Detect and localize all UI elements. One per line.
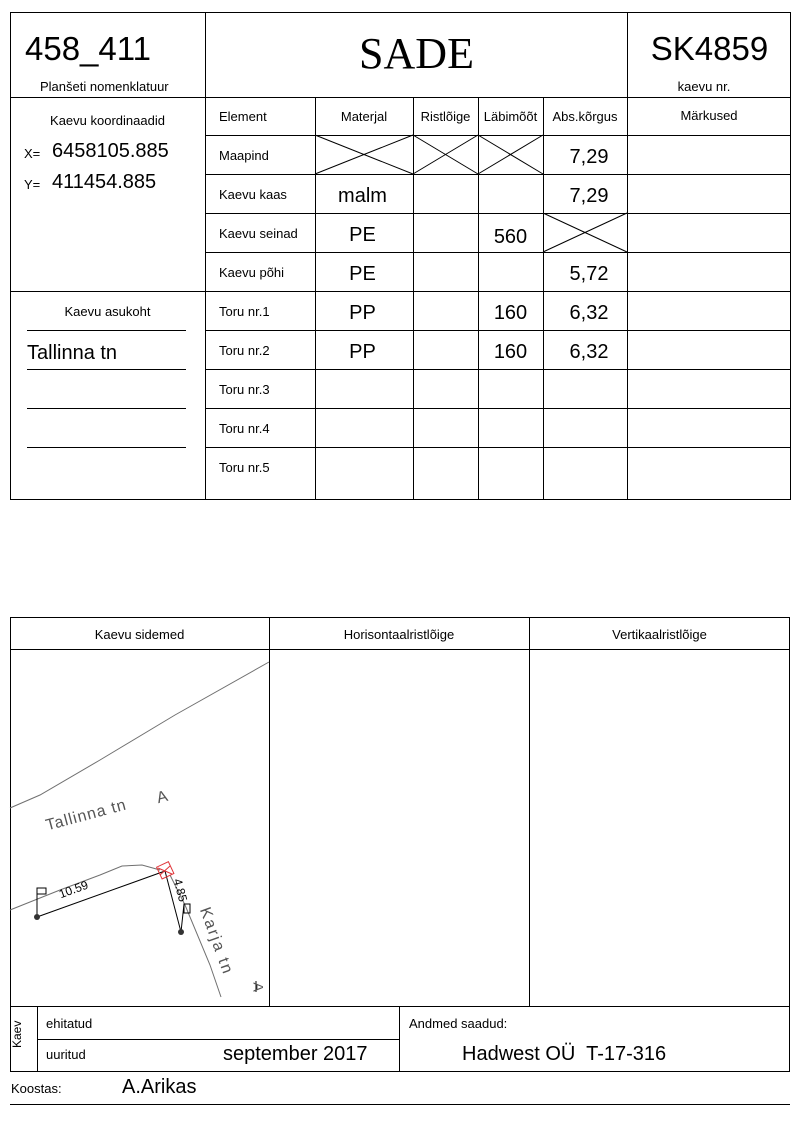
row-element: Kaevu kaas [219, 187, 287, 202]
map-street-tallinna-mark: A [154, 787, 170, 808]
row-material: PP [349, 302, 376, 324]
author-name: A.Arikas [122, 1076, 197, 1098]
row-abs-height: 6,32 [569, 341, 609, 363]
row-diameter: 160 [493, 302, 528, 324]
data-source-label: Andmed saadud: [409, 1016, 508, 1031]
author-label: Koostas: [11, 1081, 62, 1096]
row-material: malm [338, 185, 387, 207]
divider [37, 1039, 399, 1040]
coordinates-label: Kaevu koordinaadid [50, 113, 165, 128]
well-number: SK4859 [650, 30, 769, 67]
row-element: Kaevu põhi [219, 265, 285, 280]
map-distance-2: 4.85 [170, 877, 191, 904]
row-element: Toru nr.1 [219, 304, 270, 319]
row-abs-height: 7,29 [569, 185, 609, 207]
map-street-karja: Karja tn [196, 905, 237, 978]
row-material: PE [349, 263, 376, 285]
plansheet-number: 458_411 [25, 30, 152, 67]
row-material: PE [349, 224, 376, 246]
surveyed-date: september 2017 [223, 1043, 368, 1065]
map-street-tallinna: Tallinna tn [44, 796, 129, 835]
col-vertical-title: Vertikaalristlõige [612, 627, 707, 642]
divider [10, 1071, 790, 1072]
row-abs-height: 5,72 [569, 263, 609, 285]
surveyed-label: uuritud [46, 1047, 86, 1062]
col-horizontal-title: Horisontaalristlõige [343, 627, 455, 642]
x-value: 6458105.885 [52, 140, 169, 162]
location-label: Kaevu asukoht [64, 304, 151, 319]
x-label: X= [24, 146, 41, 161]
divider [10, 1104, 790, 1105]
map-distance-1: 10.59 [57, 877, 91, 902]
row-element: Toru nr.5 [219, 460, 270, 475]
header-diameter: Läbimõõt [483, 109, 538, 124]
divider [399, 1006, 400, 1072]
header-element: Element [219, 109, 267, 124]
row-element: Toru nr.4 [219, 421, 270, 436]
row-element: Toru nr.3 [219, 382, 270, 397]
y-label: Y= [24, 177, 41, 192]
row-abs-height: 6,32 [569, 302, 609, 324]
page-title: SADE [359, 29, 474, 78]
map-street-karja-mark: A [250, 982, 267, 992]
side-label: Kaev [10, 1020, 24, 1048]
header-abs-height: Abs.kõrgus [552, 109, 618, 124]
row-diameter: 560 [493, 226, 528, 248]
well-number-label: kaevu nr. [677, 79, 731, 94]
row-element: Maapind [219, 148, 269, 163]
built-label: ehitatud [46, 1016, 93, 1031]
row-diameter: 160 [493, 341, 528, 363]
header-material: Materjal [340, 109, 388, 124]
y-value: 411454.885 [52, 171, 157, 193]
data-source: Hadwest OÜ T-17-316 [462, 1043, 667, 1065]
row-element: Kaevu seinad [219, 226, 298, 241]
plansheet-label: Planšeti nomenklatuur [40, 79, 169, 94]
location-street: Tallinna tn [27, 342, 118, 364]
row-material: PP [349, 341, 376, 363]
row-abs-height: 7,29 [569, 146, 609, 168]
header-notes: Märkused [680, 108, 738, 123]
col-links-title: Kaevu sidemed [94, 627, 185, 642]
divider [789, 1006, 790, 1072]
row-element: Toru nr.2 [219, 343, 270, 358]
header-cross-section: Ristlõige [420, 109, 471, 124]
